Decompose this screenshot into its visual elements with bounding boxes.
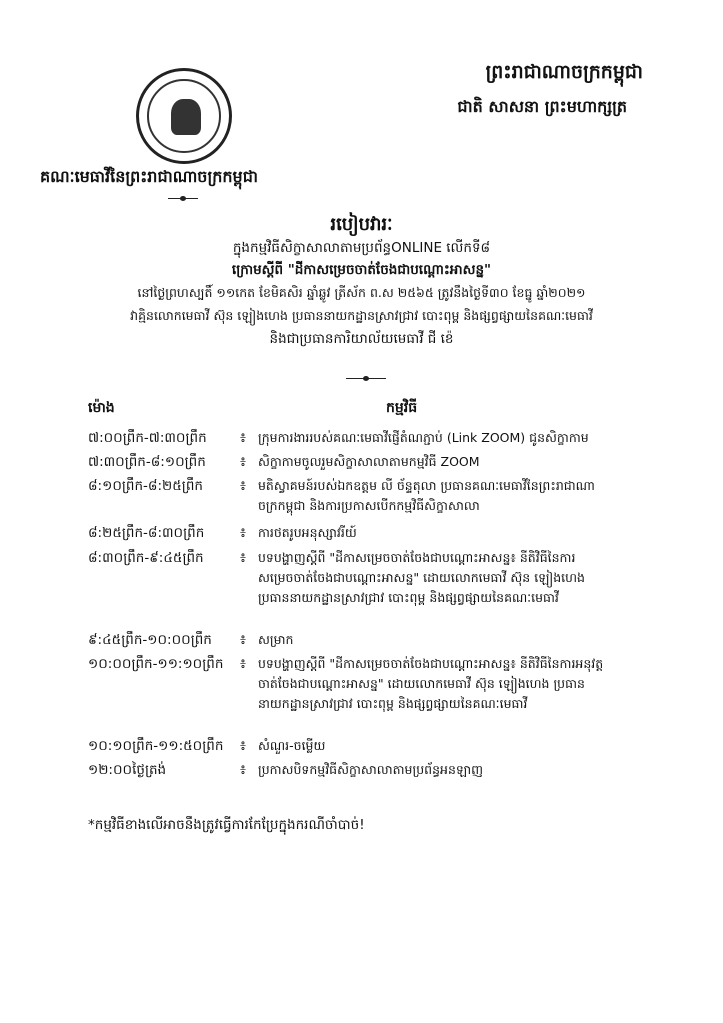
row-separator: ៖ [240, 525, 246, 541]
row-time: ៨:៣០ព្រឹក-៩:៤៥ព្រឹក [88, 550, 204, 566]
agenda-title: របៀបវារៈ [330, 214, 393, 235]
seal-emblem [171, 99, 201, 135]
seal-logo [136, 68, 232, 164]
activity-line: សិក្ខាកាមចូលរួមសិក្ខាសាលាតាមកម្មវិធី ZOOM [258, 454, 480, 469]
agenda-topic: ក្រោមស្តីពី "ដីកាសម្រេចចាត់ចែងជាបណ្តោះអាសន្ន" [231, 262, 492, 278]
row-time: ១០:០០ព្រឹក-១១:១០ព្រឹក [88, 656, 224, 672]
row-time: ១២:០០ថ្ងៃត្រង់ [88, 762, 167, 778]
agenda-speaker-role: និងជាប្រធានការិយាល័យមេធាវី ជី ខ៉េ [269, 331, 454, 347]
kingdom-title: ព្រះរាជាណាចក្រកម្ពុជា [485, 61, 643, 83]
row-time: ៧:៣០ព្រឹក-៨:១០ព្រឹក [88, 454, 206, 470]
row-separator: ៖ [240, 478, 246, 494]
activity-line: ចាត់ចែងជាបណ្តោះអាសន្ន" ដោយលោកមេធាវី ស៊ុន ឡៀងហេង ប្រធាន [258, 676, 585, 691]
row-activity [258, 654, 688, 714]
row-time: ៧:០០ព្រឹក-៧:៣០ព្រឹក [88, 430, 207, 446]
activity-line: បទបង្ហាញស្តីពី "ដីកាសម្រេចចាត់ចែងជាបណ្តោះអាសន្ន៖ នីតិវិធីនៃការ [258, 550, 576, 565]
row-separator: ៖ [240, 762, 246, 778]
row-time: ១០:១០ព្រឹក-១១:៥០ព្រឹក [88, 738, 224, 754]
row-activity [258, 548, 688, 608]
seal-inner-ring [147, 79, 221, 153]
divider-ornament [168, 198, 198, 199]
row-activity [258, 476, 688, 516]
agenda-line-1: ក្នុងកម្មវិធីសិក្ខាសាលាតាមប្រព័ន្ធONLINE លើកទី៨ [232, 240, 491, 256]
agenda-date: នៅថ្ងៃព្រហស្បតិ៍ ១១កេត ខែមិគសិរ ឆ្នាំឆ្លូវ ត្រីស័ក ព.ស ២៥៦៥ ត្រូវនឹងថ្ងៃទី៣០ ខែធ្នូ ឆ្នាំ២០២១ [137, 285, 586, 300]
col-program-header: កម្មវិធី [386, 400, 418, 416]
row-separator: ៖ [240, 656, 246, 672]
activity-line: សម្រាក [258, 632, 294, 647]
activity-line: ចក្រកម្ពុជា និងការប្រកាសបើកកម្មវិធីសិក្ខាសាលា [258, 498, 480, 513]
footnote: *កម្មវិធីខាងលើអាចនឹងត្រូវធ្វើការកែប្រែក្នុងករណីចាំបាច់! [88, 817, 365, 833]
activity-line: ប្រធាននាយកដ្ឋានស្រាវជ្រាវ បោះពុម្ព និងផ្សព្វផ្សាយនៃគណៈមេធាវី [258, 590, 559, 605]
activity-line: សម្រេចចាត់ចែងជាបណ្តោះអាសន្ន" ដោយលោកមេធាវី ស៊ុន ឡៀងហេង [258, 570, 585, 585]
national-motto: ជាតិ សាសនា ព្រះមហាក្សត្រ [457, 97, 627, 116]
row-separator: ៖ [240, 550, 246, 566]
activity-line: ប្រកាសបិទកម្មវិធីសិក្ខាសាលាតាមប្រព័ន្ធអនឡាញ [258, 762, 484, 777]
organization-name: គណៈមេធាវីនៃព្រះរាជាណាចក្រកម្ពុជា [40, 167, 258, 186]
row-time: ៨:២៥ព្រឹក-៨:៣០ព្រឹក [88, 525, 205, 541]
activity-line: បទបង្ហាញស្តីពី "ដីកាសម្រេចចាត់ចែងជាបណ្តោះអាសន្ន៖ នីតិវិធីនៃការអនុវត្ត [258, 656, 604, 671]
row-activity [258, 428, 688, 448]
row-separator: ៖ [240, 454, 246, 470]
activity-line: នាយកដ្ឋានស្រាវជ្រាវ បោះពុម្ព និងផ្សព្វផ្សាយនៃគណៈមេធាវី [258, 696, 528, 711]
activity-line: ក្រុមការងាររបស់គណៈមេធាវីផ្ញើតំណភ្ជាប់ (Link ZOOM) ជូនសិក្ខាកាម [258, 430, 589, 445]
row-activity [258, 452, 688, 472]
row-separator: ៖ [240, 632, 246, 648]
col-time-header: ម៉ោង [88, 400, 115, 416]
row-activity [258, 760, 688, 780]
row-time: ៩:៤៥ព្រឹក-១០:០០ព្រឹក [88, 632, 212, 648]
agenda-speaker: វាគ្មិនលោកមេធាវី ស៊ុន ឡៀងហេង ប្រធាននាយកដ្ឋានស្រាវជ្រាវ បោះពុម្ព និងផ្សព្វផ្សាយនៃគណៈមេធាវី [130, 308, 593, 323]
row-separator: ៖ [240, 738, 246, 754]
row-activity [258, 523, 688, 543]
row-activity [258, 736, 688, 756]
row-separator: ៖ [240, 430, 246, 446]
activity-line: សំណួរ-ចម្លើយ [258, 738, 326, 753]
activity-line: មតិស្វាគមន៍របស់ឯកឧត្តម លី ច័ន្ទតុលា ប្រធានគណៈមេធាវីនៃព្រះរាជាណា [258, 478, 595, 493]
row-time: ៨:១០ព្រឹក-៨:២៥ព្រឹក [88, 478, 203, 494]
row-activity [258, 630, 688, 650]
activity-line: ការថតរូបអនុស្សាវរីយ៍ [258, 525, 357, 540]
divider-ornament [346, 378, 386, 379]
